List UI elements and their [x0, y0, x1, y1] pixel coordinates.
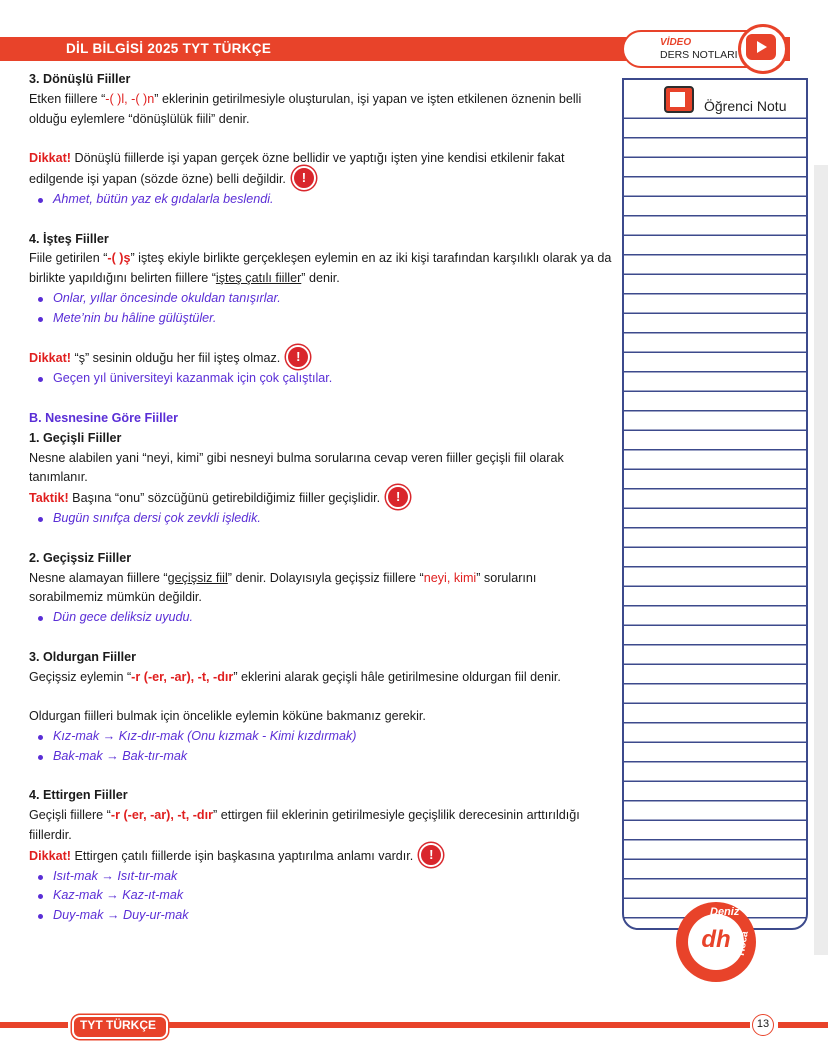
- paragraph: [29, 249, 614, 289]
- warning-paragraph: [29, 348, 614, 369]
- text: Dönüşlü fiillerde işi yapan gerçek özne bellidir ve yaptığı işten yine kendisi etkilenir fakat edilgende işi yapan (sözde özne) belli değildir.: [29, 151, 565, 186]
- example-item: Duy-mak → Duy-ur-mak: [53, 906, 614, 926]
- text: ” işteş ekiyle birlikte gerçekleşen eylemin en az iki kişi tarafından karşılıklı olarak ya da birlikte yapıldığını belirten fiillere “: [29, 251, 612, 286]
- brand-name-2: Hoca: [735, 930, 751, 957]
- example-list: [29, 727, 614, 767]
- section-title-intransitive: 2. Geçişsiz Fiiller: [29, 550, 132, 565]
- section-title-reciprocal: 4. İşteş Fiiller: [29, 231, 109, 246]
- section-title-factitive: 4. Ettirgen Fiiller: [29, 788, 128, 803]
- example-list: [29, 608, 614, 628]
- example-list: [29, 509, 614, 529]
- brand-name: Deniz: [710, 906, 740, 918]
- text: ” sorularını sorabilmemiz mümkün değildir.: [29, 570, 537, 605]
- example-item: Dün gece deliksiz uyudu.: [53, 608, 614, 628]
- paragraph: [29, 90, 614, 130]
- section-title-reflexive: 3. Dönüşlü Fiiller: [29, 72, 131, 86]
- suffix-highlight: -r (-er, -ar), -t, -dır: [131, 669, 234, 684]
- paragraph: [29, 668, 614, 688]
- alert-icon: !: [286, 345, 310, 369]
- text: Başına “onu” sözcüğünü getirebildiğimiz fiiller geçişlidir.: [68, 490, 381, 505]
- text: ” denir. Dolayısıyla geçişsiz fiillere “: [227, 570, 424, 585]
- question-highlight: neyi, kimi: [423, 570, 477, 585]
- student-note-panel[interactable]: [622, 78, 808, 930]
- text: ” ettirgen fiil eklerinin getirilmesiyle geçişlilik derecesinin arttırıldığı fiillerdir.: [29, 808, 580, 842]
- example-list: [29, 190, 614, 210]
- section-title-causative: 3. Oldurgan Fiiller: [29, 649, 137, 664]
- section-heading-object: B. Nesnesine Göre Fiiller: [29, 410, 179, 425]
- warning-label: Dikkat!: [29, 151, 71, 166]
- example-item: Geçen yıl üniversiteyi kazanmak için çok çalıştılar.: [53, 369, 614, 389]
- page-header-title: DİL BİLGİSİ 2025 TYT TÜRKÇE: [66, 41, 272, 56]
- page-number: 13: [752, 1014, 774, 1036]
- paragraph: Nesne alabilen yani “neyi, kimi” gibi nesneyi bulma sorularına cevap veren fiiller geçişli fiil olarak tanımlanır.: [29, 450, 564, 485]
- example-item: Onlar, yıllar öncesinde okuldan tanışırlar.: [53, 289, 614, 309]
- alert-icon: !: [292, 166, 316, 190]
- example-list: [29, 289, 614, 329]
- text: “ş” sesinin olduğu her fiil işteş olmaz.: [71, 351, 281, 366]
- example-item: Isıt-mak → Isıt-tır-mak: [53, 867, 614, 887]
- tactic-paragraph: [29, 488, 614, 509]
- warning-paragraph: [29, 149, 614, 190]
- text: ” denir.: [301, 271, 340, 286]
- paragraph: Oldurgan fiilleri bulmak için öncelikle eylemin köküne bakmanız gerekir.: [29, 709, 426, 724]
- main-content: [29, 70, 614, 926]
- side-strip: [814, 165, 828, 955]
- student-note-label: Öğrenci Notu: [704, 98, 787, 114]
- warning-label: Dikkat!: [29, 848, 71, 863]
- suffix-highlight: -r (-er, -ar), -t, -dır: [110, 808, 214, 823]
- brand-mark: dh: [701, 926, 731, 953]
- paragraph: [29, 569, 614, 609]
- example-item: Kız-mak → Kız-dır-mak (Onu kızmak - Kimi kızdırmak): [53, 727, 614, 747]
- tactic-label: Taktik!: [29, 490, 69, 505]
- example-item: Mete’nin bu hâline gülüştüler.: [53, 309, 614, 329]
- suffix-highlight: -( )l, -( )n: [105, 91, 155, 106]
- example-item: Ahmet, bütün yaz ek gıdalarla beslendi.: [53, 190, 614, 210]
- alert-icon: !: [419, 843, 443, 867]
- footer-bar-middle: [168, 1022, 750, 1028]
- example-item: Bak-mak → Bak-tır-mak: [53, 747, 614, 767]
- example-item: Bugün sınıfça dersi çok zevkli işledik.: [53, 509, 614, 529]
- text: Geçişli fiillere “: [29, 808, 111, 823]
- term-underlined: geçişsiz fiil: [167, 570, 228, 585]
- suffix-highlight: -( )ş: [107, 251, 131, 266]
- footer-bar-right: [778, 1022, 828, 1028]
- paragraph: [29, 806, 614, 846]
- example-item: Kaz-mak → Kaz-ıt-mak: [53, 886, 614, 906]
- section-title-transitive: 1. Geçişli Fiiller: [29, 430, 122, 445]
- warning-paragraph: [29, 846, 614, 867]
- text: Geçişsiz eylemin “: [29, 669, 132, 684]
- warning-label: Dikkat!: [29, 351, 71, 366]
- play-icon[interactable]: [746, 34, 776, 60]
- example-list: [29, 867, 614, 926]
- text: ” eklerini alarak geçişli hâle getirilmesine oldurgan fiil denir.: [233, 669, 561, 684]
- alert-icon: !: [386, 485, 410, 509]
- lecture-notes-label: DERS NOTLARI: [660, 49, 738, 61]
- footer-bar-left: [0, 1022, 68, 1028]
- footer-label: TYT TÜRKÇE: [80, 1018, 156, 1032]
- text: Ettirgen çatılı fiillerde işin başkasına yaptırılma anlamı vardır.: [71, 848, 414, 863]
- term-underlined: işteş çatılı fiiller: [215, 271, 302, 286]
- notepad-icon: [664, 86, 694, 113]
- example-list: [29, 369, 614, 389]
- text: ” eklerinin getirilmesiyle oluşturulan, işi yapan ve işten etkilenen öznenin belli olduğu eylemlere “dönüşlülük fiili” denir.: [29, 91, 582, 126]
- video-label: VİDEO: [660, 37, 692, 48]
- text: Nesne alamayan fiillere “: [29, 570, 168, 585]
- text: Fiile getirilen “: [29, 251, 108, 266]
- text: Etken fiillere “: [29, 91, 106, 106]
